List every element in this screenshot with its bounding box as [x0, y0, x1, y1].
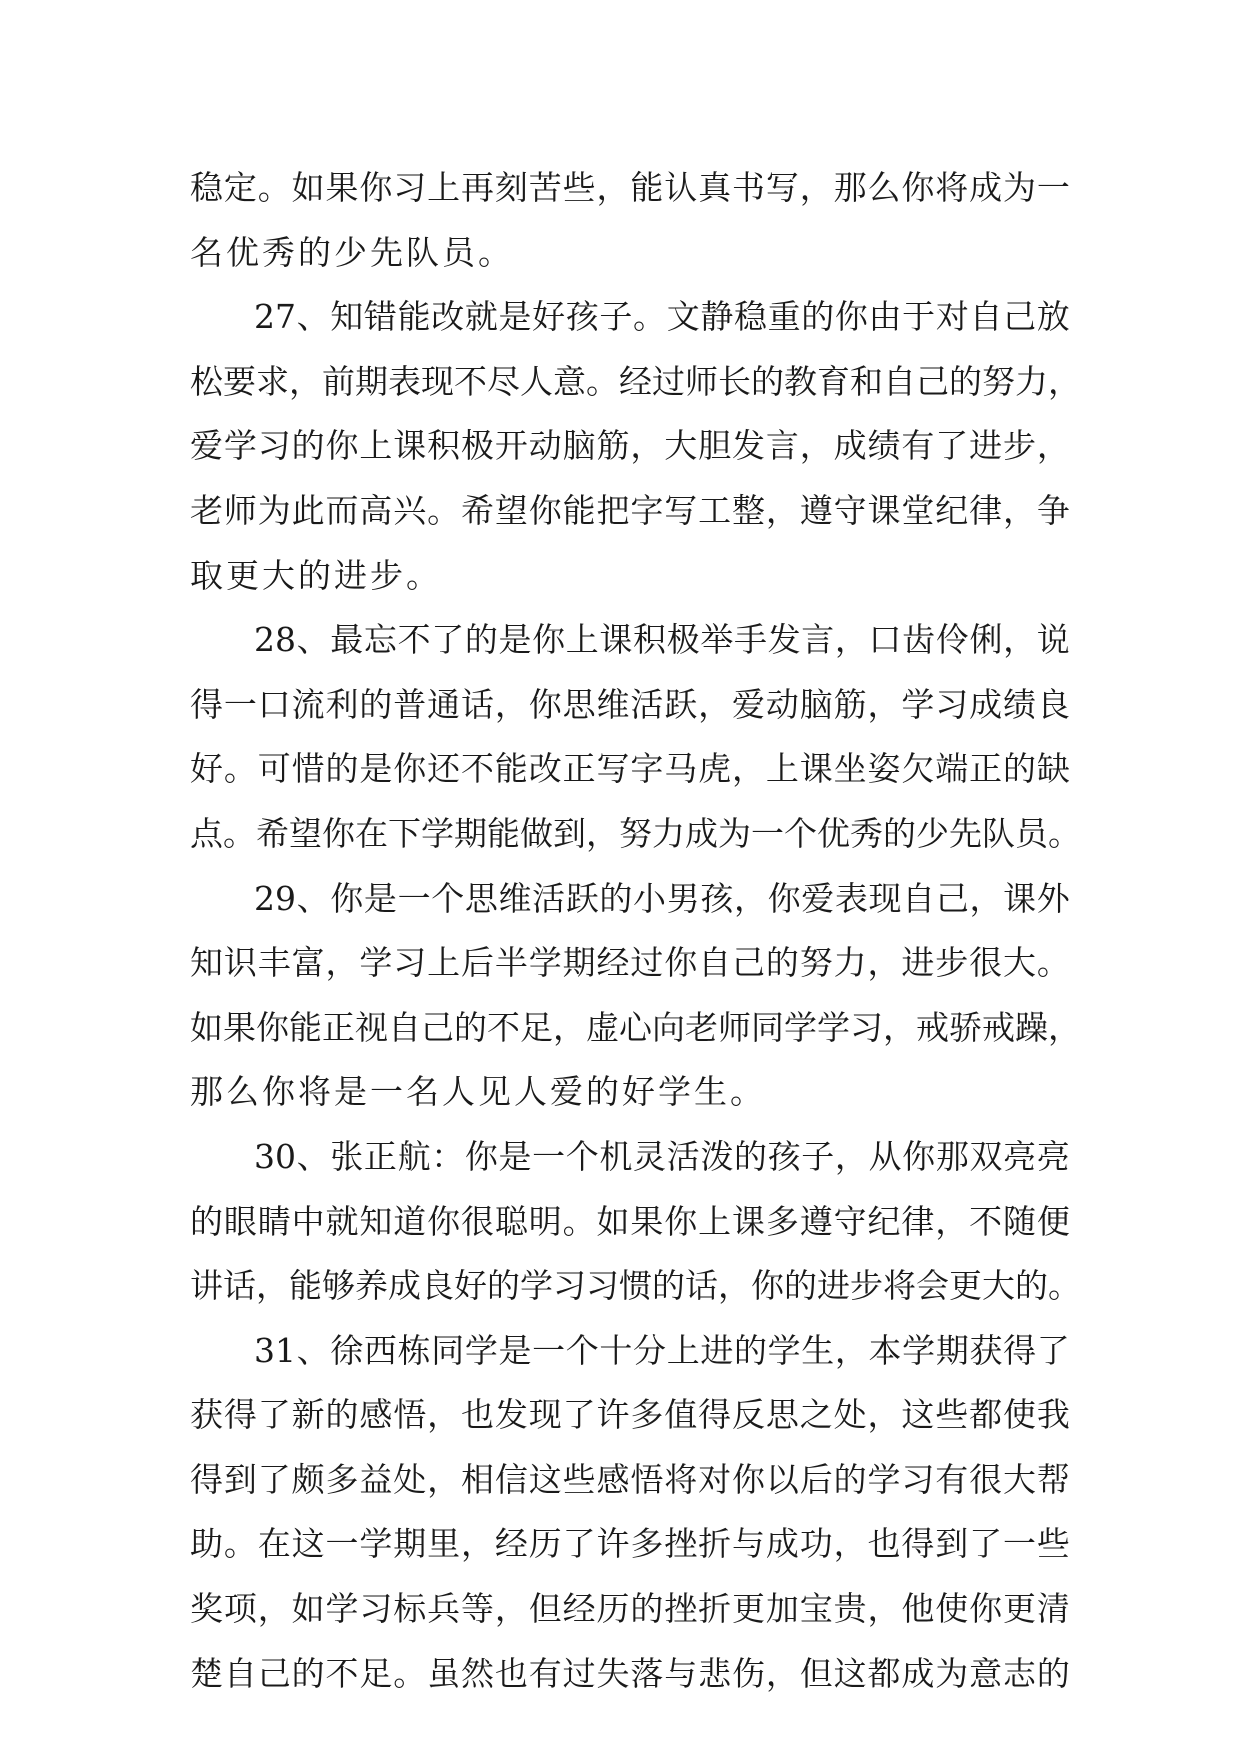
text-line-chars: 得 到 了 颇 多 益 处 ， 相 信 这 些 感 悟 将 对 你 以 后 的 学 习 有 很 大 帮: [190, 1459, 1070, 1499]
text-line: [190, 414, 1070, 479]
text-line-chars: 爱 学 习 的 你 上 课 积 极 开 动 脑 筋 ， 大 胆 发 言 ， 成 绩 有 了 进 步 ，: [190, 426, 1070, 466]
text-line-chars: 稳 定 。 如 果 你 习 上 再 刻 苦 些 ， 能 认 真 书 写 ， 那 么 你 将 成 为 一: [190, 168, 1070, 207]
text-line: 那么你将是一名人见人爱的好学生。: [190, 1072, 766, 1112]
text-line-chars: 老 师 为 此 而 高 兴 。 希 望 你 能 把 字 写 工 整 ， 遵 守 课 堂 纪 律 ， 争: [190, 490, 1070, 530]
text-line-chars: 得 一 口 流 利 的 普 通 话 ， 你 思 维 活 跃 ， 爱 动 脑 筋 ， 学 习 成 绩 良: [190, 684, 1070, 724]
text-line-chars: 知 识 丰 富 ， 学 习 上 后 半 学 期 经 过 你 自 己 的 努 力 ， 进 步 很 大 。: [190, 943, 1070, 983]
text-line: [190, 608, 1070, 673]
text-line-chars: 28 、 最 忘 不 了 的 是 你 上 课 积 极 举 手 发 言 ， 口 齿 伶 俐 ， 说: [254, 620, 1070, 660]
text-line: [190, 1254, 1081, 1319]
text-line: [190, 802, 1081, 867]
text-line: [190, 1448, 1070, 1513]
text-line: [190, 1642, 1070, 1707]
text-line-chars: 如 果 你 能 正 视 自 己 的 不 足 ， 虚 心 向 老 师 同 学 学 习 ， 戒 骄 戒 躁 ，: [190, 1007, 1081, 1047]
text-line: [190, 350, 1081, 415]
text-line-chars: 的 眼 睛 中 就 知 道 你 很 聪 明 。 如 果 你 上 课 多 遵 守 纪 律 ， 不 随 便: [190, 1201, 1070, 1241]
text-line: [190, 1190, 1070, 1255]
text-line-chars: 31 、 徐 西 栋 同 学 是 一 个 十 分 上 进 的 学 生 ， 本 学 期 获 得 了: [254, 1330, 1070, 1370]
text-line: [190, 673, 1070, 738]
text-line: [190, 996, 1081, 1061]
text-line-chars: 29 、 你 是 一 个 思 维 活 跃 的 小 男 孩 ， 你 爱 表 现 自 己 ， 课 外: [254, 878, 1070, 918]
document-body: [190, 156, 1081, 1706]
text-line: 取更大的进步。: [190, 555, 442, 595]
text-line: [190, 479, 1070, 544]
text-line: [190, 285, 1070, 350]
text-line: [190, 867, 1070, 932]
text-line: [190, 1319, 1070, 1384]
text-line: 名优秀的少先队员。: [190, 232, 514, 272]
text-line: [190, 1125, 1070, 1190]
text-line-chars: 讲 话 ， 能 够 养 成 良 好 的 学 习 习 惯 的 话 ， 你 的 进 步 将 会 更 大 的 。: [190, 1266, 1081, 1306]
text-line: [190, 1577, 1070, 1642]
text-line: [190, 737, 1070, 802]
text-line-chars: 奖 项 ， 如 学 习 标 兵 等 ， 但 经 历 的 挫 折 更 加 宝 贵 ， 他 使 你 更 清: [190, 1589, 1070, 1629]
text-line-chars: 30 、 张 正 航 ： 你 是 一 个 机 灵 活 泼 的 孩 子 ， 从 你 那 双 亮 亮: [254, 1136, 1070, 1176]
text-line: [190, 156, 1070, 221]
text-line-chars: 助 。 在 这 一 学 期 里 ， 经 历 了 许 多 挫 折 与 成 功 ， 也 得 到 了 一 些: [190, 1524, 1070, 1564]
text-line: [190, 931, 1070, 996]
text-line: [190, 1383, 1070, 1448]
text-line-chars: 好 。 可 惜 的 是 你 还 不 能 改 正 写 字 马 虎 ， 上 课 坐 姿 欠 端 正 的 缺: [190, 749, 1070, 789]
text-line-chars: 获 得 了 新 的 感 悟 ， 也 发 现 了 许 多 值 得 反 思 之 处 ， 这 些 都 使 我: [190, 1395, 1070, 1435]
text-line-chars: 点 。 希 望 你 在 下 学 期 能 做 到 ， 努 力 成 为 一 个 优 秀 的 少 先 队 员 。: [190, 813, 1081, 853]
text-line-chars: 松 要 求 ， 前 期 表 现 不 尽 人 意 。 经 过 师 长 的 教 育 和 自 己 的 努 力 ，: [190, 361, 1081, 401]
text-line-chars: 27 、 知 错 能 改 就 是 好 孩 子 。 文 静 稳 重 的 你 由 于 对 自 己 放: [254, 297, 1070, 337]
text-line: [190, 1512, 1070, 1577]
text-line-chars: 楚 自 己 的 不 足 。 虽 然 也 有 过 失 落 与 悲 伤 ， 但 这 都 成 为 意 志 的: [190, 1653, 1070, 1693]
